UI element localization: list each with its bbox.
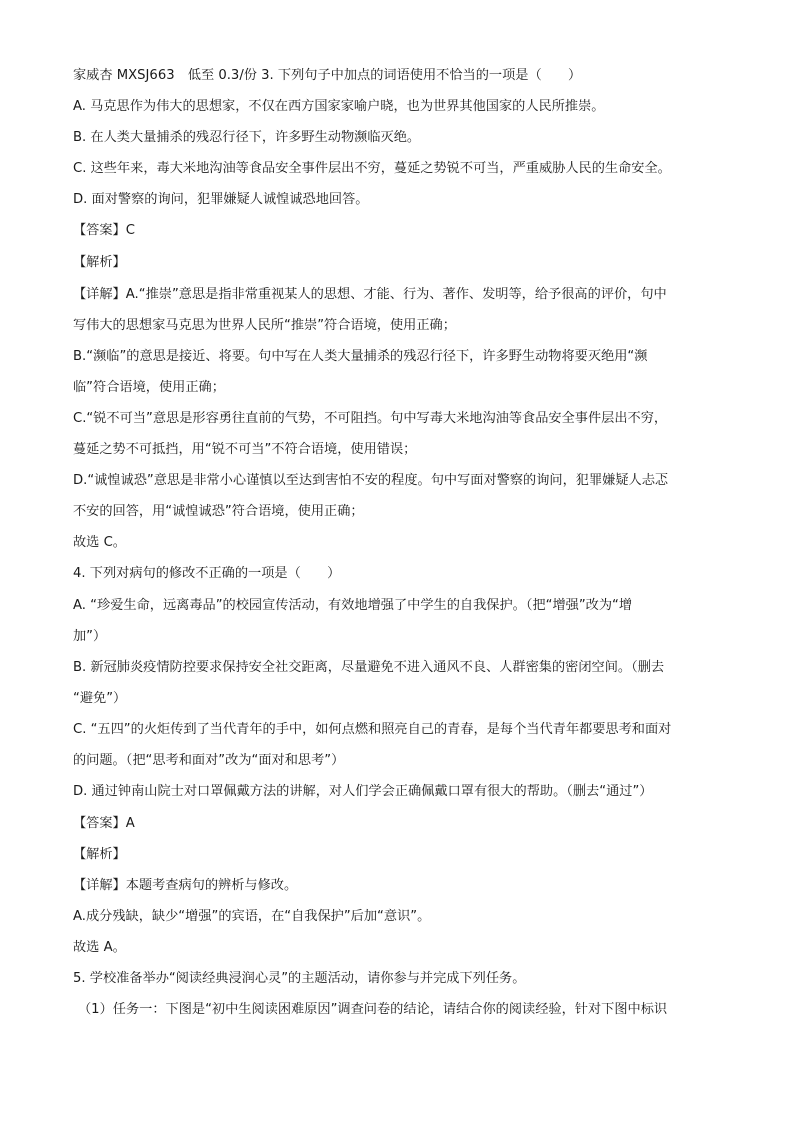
text-line: 的问题。（把“思考和面对”改为“面对和思考”） bbox=[73, 753, 345, 768]
text-line: C. 这些年来，毒大米地沟油等食品安全事件层出不穷，蔓延之势锐不可当，严重威胁人民的生命安全。 bbox=[73, 161, 671, 176]
text-line: 【答案】C bbox=[73, 223, 135, 238]
text-line: D. 通过钟南山院士对口罩佩戴方法的讲解，对人们学会正确佩戴口罩有很大的帮助。（删去“通过”） bbox=[73, 784, 653, 799]
text-line: B. 在人类大量捕杀的残忍行径下，许多野生动物濒临灭绝。 bbox=[73, 130, 421, 145]
text-line: B.“濒临”的意思是接近、将要。句中写在人类大量捕杀的残忍行径下，许多野生动物将要灭绝用“濒 bbox=[73, 349, 648, 364]
text-line: 加”） bbox=[73, 629, 107, 644]
text-line: （1）任务一：下图是“初中生阅读困难原因”调查问卷的结论，请结合你的阅读经验，针对下图中标识 bbox=[78, 1002, 668, 1017]
text-line: 4. 下列对病句的修改不正确的一项是（ ） bbox=[73, 566, 341, 581]
text-line: 【答案】A bbox=[73, 816, 135, 831]
text-line: 家威杏 MXSJ663 低至 0.3/份 3. 下列句子中加点的词语使用不恰当的一项是（ ） bbox=[73, 68, 582, 83]
text-line: “避免”） bbox=[73, 691, 127, 706]
text-line: D.“诚惶诚恐”意思是非常小心谨慎以至达到害怕不安的程度。句中写面对警察的询问，犯罪嫌疑人忐忑 bbox=[73, 473, 669, 488]
text-line: A. “珍爱生命，远离毒品”的校园宣传活动，有效地增强了中学生的自我保护。（把“增强”改为“增 bbox=[73, 598, 633, 613]
text-line: 【解析】 bbox=[73, 847, 126, 862]
text-line: 5. 学校准备举办“阅读经典浸润心灵”的主题活动，请你参与并完成下列任务。 bbox=[73, 971, 526, 986]
text-line: 【详解】A.“推崇”意思是指非常重视某人的思想、才能、行为、著作、发明等，给予很高的评价，句中 bbox=[73, 287, 667, 302]
text-line: 【解析】 bbox=[73, 255, 126, 270]
text-line: A.成分残缺，缺少“增强”的宾语，在“自我保护”后加“意识”。 bbox=[73, 909, 431, 924]
text-line: C. “五四”的火炬传到了当代青年的手中，如何点燃和照亮自己的青春，是每个当代青年都要思考和面对 bbox=[73, 722, 672, 737]
text-line: B. 新冠肺炎疫情防控要求保持安全社交距离，尽量避免不进入通风不良、人群密集的密闭空间。（删去 bbox=[73, 660, 665, 675]
text-line: 故选 A。 bbox=[73, 940, 126, 955]
text-line: 临”符合语境，使用正确； bbox=[73, 380, 225, 395]
text-line: D. 面对警察的询问，犯罪嫌疑人诚惶诚恐地回答。 bbox=[73, 192, 369, 207]
text-line: 蔓延之势不可抵挡，用“锐不可当”不符合语境，使用错误； bbox=[73, 442, 417, 457]
text-line: 不安的回答，用“诚惶诚恐”符合语境，使用正确； bbox=[73, 504, 364, 519]
text-line: 【详解】本题考查病句的辨析与修改。 bbox=[73, 878, 298, 893]
text-line: A. 马克思作为伟大的思想家，不仅在西方国家家喻户晓，也为世界其他国家的人民所推崇。 bbox=[73, 99, 605, 114]
text-line: C.“锐不可当”意思是形容勇往直前的气势，不可阻挡。句中写毒大米地沟油等食品安全事件层出不穷， bbox=[73, 411, 668, 426]
text-line: 写伟大的思想家马克思为世界人民所“推崇”符合语境，使用正确； bbox=[73, 318, 456, 333]
text-line: 故选 C。 bbox=[73, 535, 126, 550]
